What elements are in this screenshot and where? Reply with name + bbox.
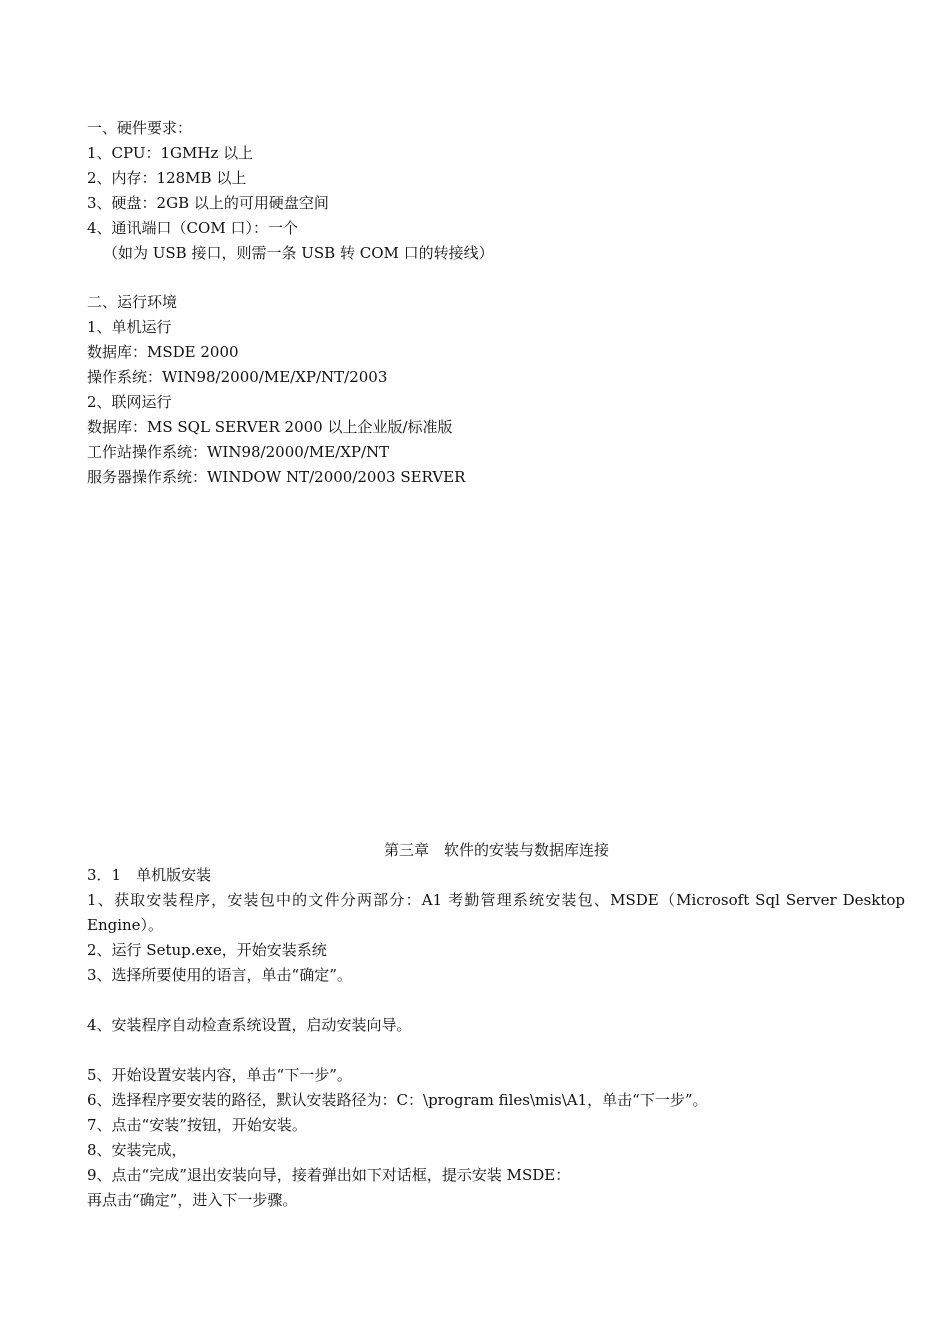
install-step-7: 7、点击“安装”按钮，开始安装。 [87,1116,307,1134]
install-step-3: 3、选择所要使用的语言，单击“确定”。 [87,966,352,984]
hardware-item-memory: 2、内存：128MB 以上 [87,169,247,187]
install-step-6: 6、选择程序要安装的路径，默认安装路径为：C：\program files\mis\A1，单击“下一步”。 [87,1091,708,1109]
chapter-title: 第三章 软件的安装与数据库连接 [383,841,609,859]
hardware-item-cpu: 1、CPU：1GMHz 以上 [87,144,254,162]
install-step-5: 5、开始设置安装内容，单击“下一步”。 [87,1066,352,1084]
install-step-4: 4、安装程序自动检查系统设置，启动安装向导。 [87,1016,412,1034]
hardware-item-disk: 3、硬盘：2GB 以上的可用硬盘空间 [87,194,329,212]
network-workstation-os: 工作站操作系统：WIN98/2000/ME/XP/NT [87,443,390,461]
hardware-item-port: 4、通讯端口（COM 口）：一个 [87,219,298,237]
install-step-10: 再点击“确定”，进入下一步骤。 [87,1191,298,1209]
hardware-heading: 一、硬件要求： [87,119,193,137]
network-server-os: 服务器操作系统：WINDOW NT/2000/2003 SERVER [87,468,466,486]
subsection-heading: 3．1 单机版安装 [87,866,212,884]
standalone-label: 1、单机运行 [87,318,172,336]
standalone-database: 数据库：MSDE 2000 [87,343,239,361]
environment-heading: 二、运行环境 [87,293,178,311]
install-step-9: 9、点击“完成”退出安装向导，接着弹出如下对话框，提示安装 MSDE： [87,1166,571,1184]
install-step-2: 2、运行 Setup.exe，开始安装系统 [87,941,327,959]
install-step-1-line-2: Engine）。 [87,916,164,934]
network-database: 数据库：MS SQL SERVER 2000 以上企业版/标准版 [87,418,453,436]
standalone-os: 操作系统：WIN98/2000/ME/XP/NT/2003 [87,368,388,386]
install-step-1-line-1: 1、获取安装程序，安装包中的文件分两部分：A1 考勤管理系统安装包、MSDE（Microsoft Sql Server Desktop [87,891,905,909]
network-label: 2、联网运行 [87,393,172,411]
install-step-8: 8、安装完成， [87,1141,187,1159]
hardware-usb-note: （如为 USB 接口，则需一条 USB 转 COM 口的转接线） [103,244,494,262]
